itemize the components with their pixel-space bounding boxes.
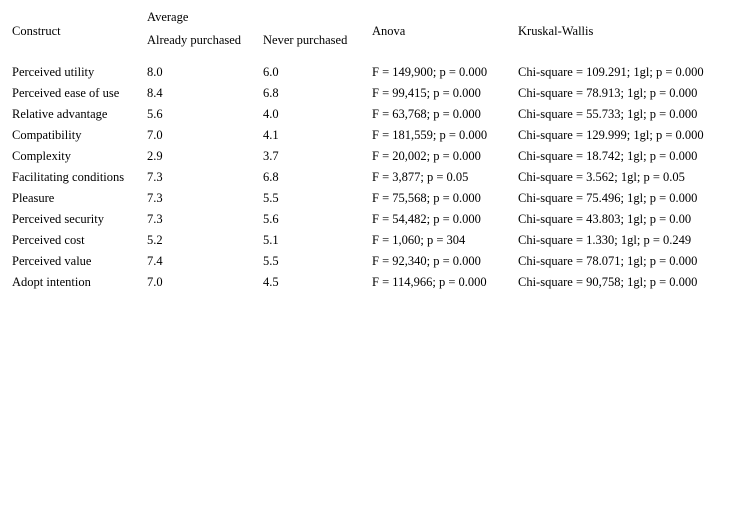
header-average: Average [147,10,189,24]
kruskal-wallis-cell: Chi-square = 43.803; 1gl; p = 0.00 [518,212,692,226]
kruskal-wallis-cell: Chi-square = 55.733; 1gl; p = 0.000 [518,107,698,121]
never-purchased-cell: 4.5 [263,275,279,289]
kruskal-wallis-cell: Chi-square = 1.330; 1gl; p = 0.249 [518,233,692,247]
construct-cell: Perceived value [12,254,92,268]
kruskal-wallis-cell: Chi-square = 90,758; 1gl; p = 0.000 [518,275,698,289]
already-purchased-cell: 8.0 [147,65,163,79]
kruskal-wallis-cell: Chi-square = 78.071; 1gl; p = 0.000 [518,254,698,268]
anova-cell: F = 3,877; p = 0.05 [372,170,469,184]
statistics-table [7,4,735,293]
header-anova: Anova [372,23,406,38]
anova-cell: F = 75,568; p = 0.000 [372,191,481,205]
never-purchased-cell: 4.1 [263,128,279,142]
construct-cell: Facilitating conditions [12,170,125,184]
construct-cell: Relative advantage [12,107,108,121]
table-row [7,83,735,104]
anova-cell: F = 181,559; p = 0.000 [372,128,488,142]
anova-cell: F = 92,340; p = 0.000 [372,254,481,268]
never-purchased-cell: 3.7 [263,149,279,163]
construct-cell: Perceived ease of use [12,86,120,100]
table-header [7,4,735,58]
kruskal-wallis-cell: Chi-square = 18.742; 1gl; p = 0.000 [518,149,698,163]
construct-cell: Adopt intention [12,275,91,289]
never-purchased-cell: 5.5 [263,191,279,205]
table-row [7,230,735,251]
table-row [7,146,735,167]
anova-cell: F = 20,002; p = 0.000 [372,149,481,163]
already-purchased-cell: 2.9 [147,149,163,163]
already-purchased-cell: 8.4 [147,86,163,100]
header-kruskal-wallis: Kruskal-Wallis [518,23,594,38]
construct-cell: Perceived security [12,212,104,226]
table-row [7,58,735,83]
header-row-top [7,4,735,31]
header-already-purchased: Already purchased [147,33,242,47]
already-purchased-cell: 7.3 [147,191,163,205]
table-body [7,58,735,293]
kruskal-wallis-cell: Chi-square = 78.913; 1gl; p = 0.000 [518,86,698,100]
already-purchased-cell: 7.3 [147,212,163,226]
never-purchased-cell: 5.5 [263,254,279,268]
construct-cell: Compatibility [12,128,82,142]
table-row [7,209,735,230]
already-purchased-cell: 7.0 [147,128,163,142]
never-purchased-cell: 4.0 [263,107,279,121]
never-purchased-cell: 6.0 [263,65,279,79]
anova-cell: F = 114,966; p = 0.000 [372,275,487,289]
construct-cell: Pleasure [12,191,55,205]
already-purchased-cell: 7.3 [147,170,163,184]
construct-cell: Perceived utility [12,65,95,79]
anova-cell: F = 149,900; p = 0.000 [372,65,488,79]
kruskal-wallis-cell: Chi-square = 109.291; 1gl; p = 0.000 [518,65,704,79]
table-row [7,188,735,209]
anova-cell: F = 1,060; p = 304 [372,233,466,247]
already-purchased-cell: 7.0 [147,275,163,289]
never-purchased-cell: 6.8 [263,170,279,184]
never-purchased-cell: 5.1 [263,233,279,247]
anova-cell: F = 63,768; p = 0.000 [372,107,481,121]
construct-cell: Perceived cost [12,233,85,247]
already-purchased-cell: 5.2 [147,233,163,247]
anova-cell: F = 54,482; p = 0.000 [372,212,481,226]
table-row [7,104,735,125]
table-row [7,167,735,188]
header-construct: Construct [12,23,61,38]
kruskal-wallis-cell: Chi-square = 3.562; 1gl; p = 0.05 [518,170,685,184]
never-purchased-cell: 5.6 [263,212,279,226]
kruskal-wallis-cell: Chi-square = 129.999; 1gl; p = 0.000 [518,128,704,142]
kruskal-wallis-cell: Chi-square = 75.496; 1gl; p = 0.000 [518,191,698,205]
already-purchased-cell: 7.4 [147,254,163,268]
table-row [7,125,735,146]
anova-cell: F = 99,415; p = 0.000 [372,86,481,100]
already-purchased-cell: 5.6 [147,107,163,121]
table-row [7,251,735,272]
never-purchased-cell: 6.8 [263,86,279,100]
header-never-purchased: Never purchased [263,33,348,47]
table-row [7,272,735,293]
construct-cell: Complexity [12,149,72,163]
